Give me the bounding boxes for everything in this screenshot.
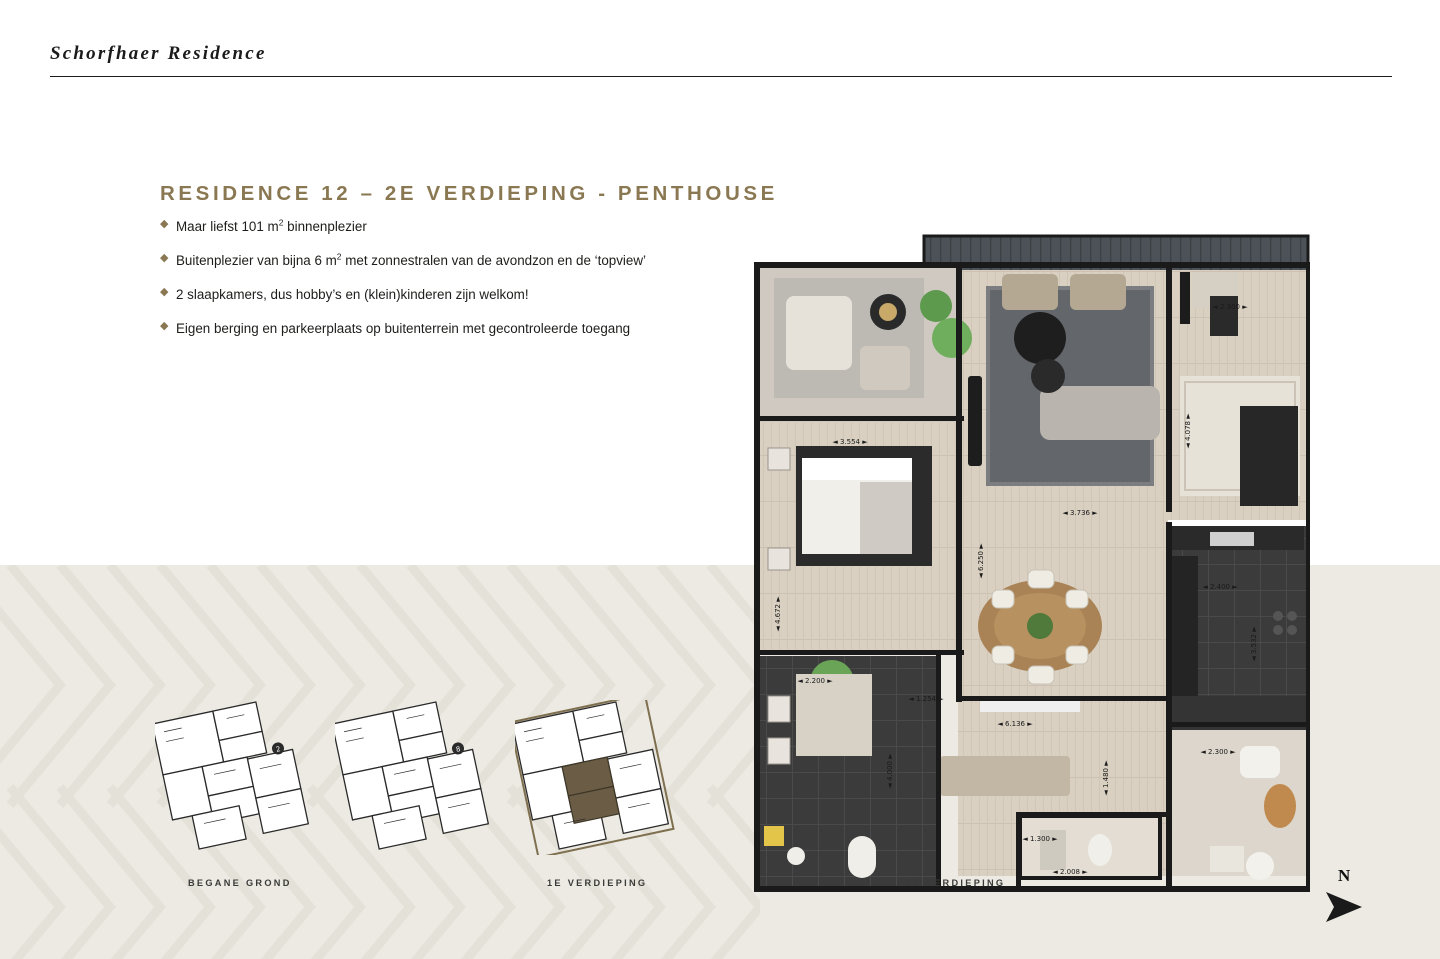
list-item-text: 2 slaapkamers, dus hobby’s en (klein)kinderen zijn welkom!	[176, 287, 529, 303]
svg-text:◄ 1.480 ►: ◄ 1.480 ►	[1102, 760, 1110, 796]
dimension-label	[1166, 805, 1174, 841]
diamond-icon: ◆	[160, 218, 169, 230]
dimension-label	[774, 596, 782, 632]
floorplan-image	[740, 226, 1310, 898]
list-item	[160, 248, 680, 274]
list-item-text: Maar liefst 101 $m^2$ binnenplezier	[176, 217, 367, 234]
header-divider	[50, 76, 1392, 77]
north-label: N	[1338, 866, 1351, 885]
svg-text:◄ 3.532 ►: ◄ 3.532 ►	[1250, 626, 1258, 662]
dimension-label	[1200, 748, 1236, 756]
dimension-label	[908, 695, 944, 703]
svg-text:8: 8	[455, 745, 462, 754]
dimension-label	[1184, 413, 1192, 449]
svg-text:◄ 6.136 ►: ◄ 6.136 ►	[997, 720, 1033, 728]
thumbnail-1e-verdieping[interactable]	[335, 700, 648, 888]
svg-text:◄ 2.300 ►: ◄ 2.300 ►	[1200, 748, 1236, 756]
list-item	[160, 214, 680, 240]
dimension-label	[1102, 760, 1110, 796]
thumbnail-label: 2E VERDIEPING	[905, 878, 1006, 888]
page-title: RESIDENCE 12 – 2E VERDIEPING - PENTHOUSE	[160, 182, 778, 205]
dimension-label	[1022, 835, 1058, 843]
list-item-text: Buitenplezier van bijna 6 $m^2$ met zonnestralen van de avondzon en de ‘topview’	[176, 251, 646, 269]
svg-text:◄ 6.250 ►: ◄ 6.250 ►	[977, 543, 985, 579]
dimension-label	[1250, 626, 1258, 662]
svg-text:2: 2	[275, 745, 282, 754]
dimension-label	[797, 677, 833, 685]
svg-text:◄ 2.400 ►: ◄ 2.400 ►	[1202, 583, 1238, 591]
dimension-label	[997, 720, 1033, 728]
svg-text:◄ 2.600 ►: ◄ 2.600 ►	[1166, 805, 1174, 841]
svg-text:◄ 1.300 ►: ◄ 1.300 ►	[1022, 835, 1058, 843]
svg-text:◄ 3.736 ►: ◄ 3.736 ►	[1062, 509, 1098, 517]
svg-text:◄ 4.078 ►: ◄ 4.078 ►	[1184, 413, 1192, 449]
compass	[1322, 866, 1368, 928]
dimension-label	[1202, 583, 1238, 591]
svg-text:◄ 2.008 ►: ◄ 2.008 ►	[1052, 868, 1088, 876]
dimension-label	[832, 438, 868, 446]
list-item-text: Eigen berging en parkeerplaats op buitenterrein met gecontroleerde toegang	[176, 321, 631, 337]
dimension-label	[977, 543, 985, 579]
compass-arrow-icon	[1322, 886, 1368, 928]
svg-text:◄ 4.672 ►: ◄ 4.672 ►	[774, 596, 782, 632]
diamond-icon: ◆	[160, 320, 169, 333]
list-item	[160, 316, 680, 342]
thumbnail-begane-grond[interactable]	[155, 700, 315, 888]
list-item	[160, 282, 680, 308]
feature-list	[160, 214, 680, 351]
brand-title: Schorfhaer Residence	[50, 43, 267, 64]
svg-text:◄ 2.200 ►: ◄ 2.200 ►	[797, 677, 833, 685]
dimension-label	[1062, 509, 1098, 517]
diamond-icon: ◆	[160, 252, 169, 265]
thumbnail-label: BEGANE GROND	[188, 878, 292, 888]
dimension-label	[1052, 868, 1088, 876]
dimension-label	[1212, 303, 1248, 311]
dimension-label	[886, 753, 894, 789]
svg-text:◄ 2.300 ►: ◄ 2.300 ►	[1212, 303, 1248, 311]
svg-text:◄ 4.000 ►: ◄ 4.000 ►	[886, 753, 894, 789]
thumbnail-label: 1E VERDIEPING	[547, 878, 648, 888]
diamond-icon: ◆	[160, 286, 169, 299]
svg-text:◄ 3.554 ►: ◄ 3.554 ►	[832, 438, 868, 446]
svg-text:◄ 1.254 ►: ◄ 1.254 ►	[908, 695, 944, 703]
